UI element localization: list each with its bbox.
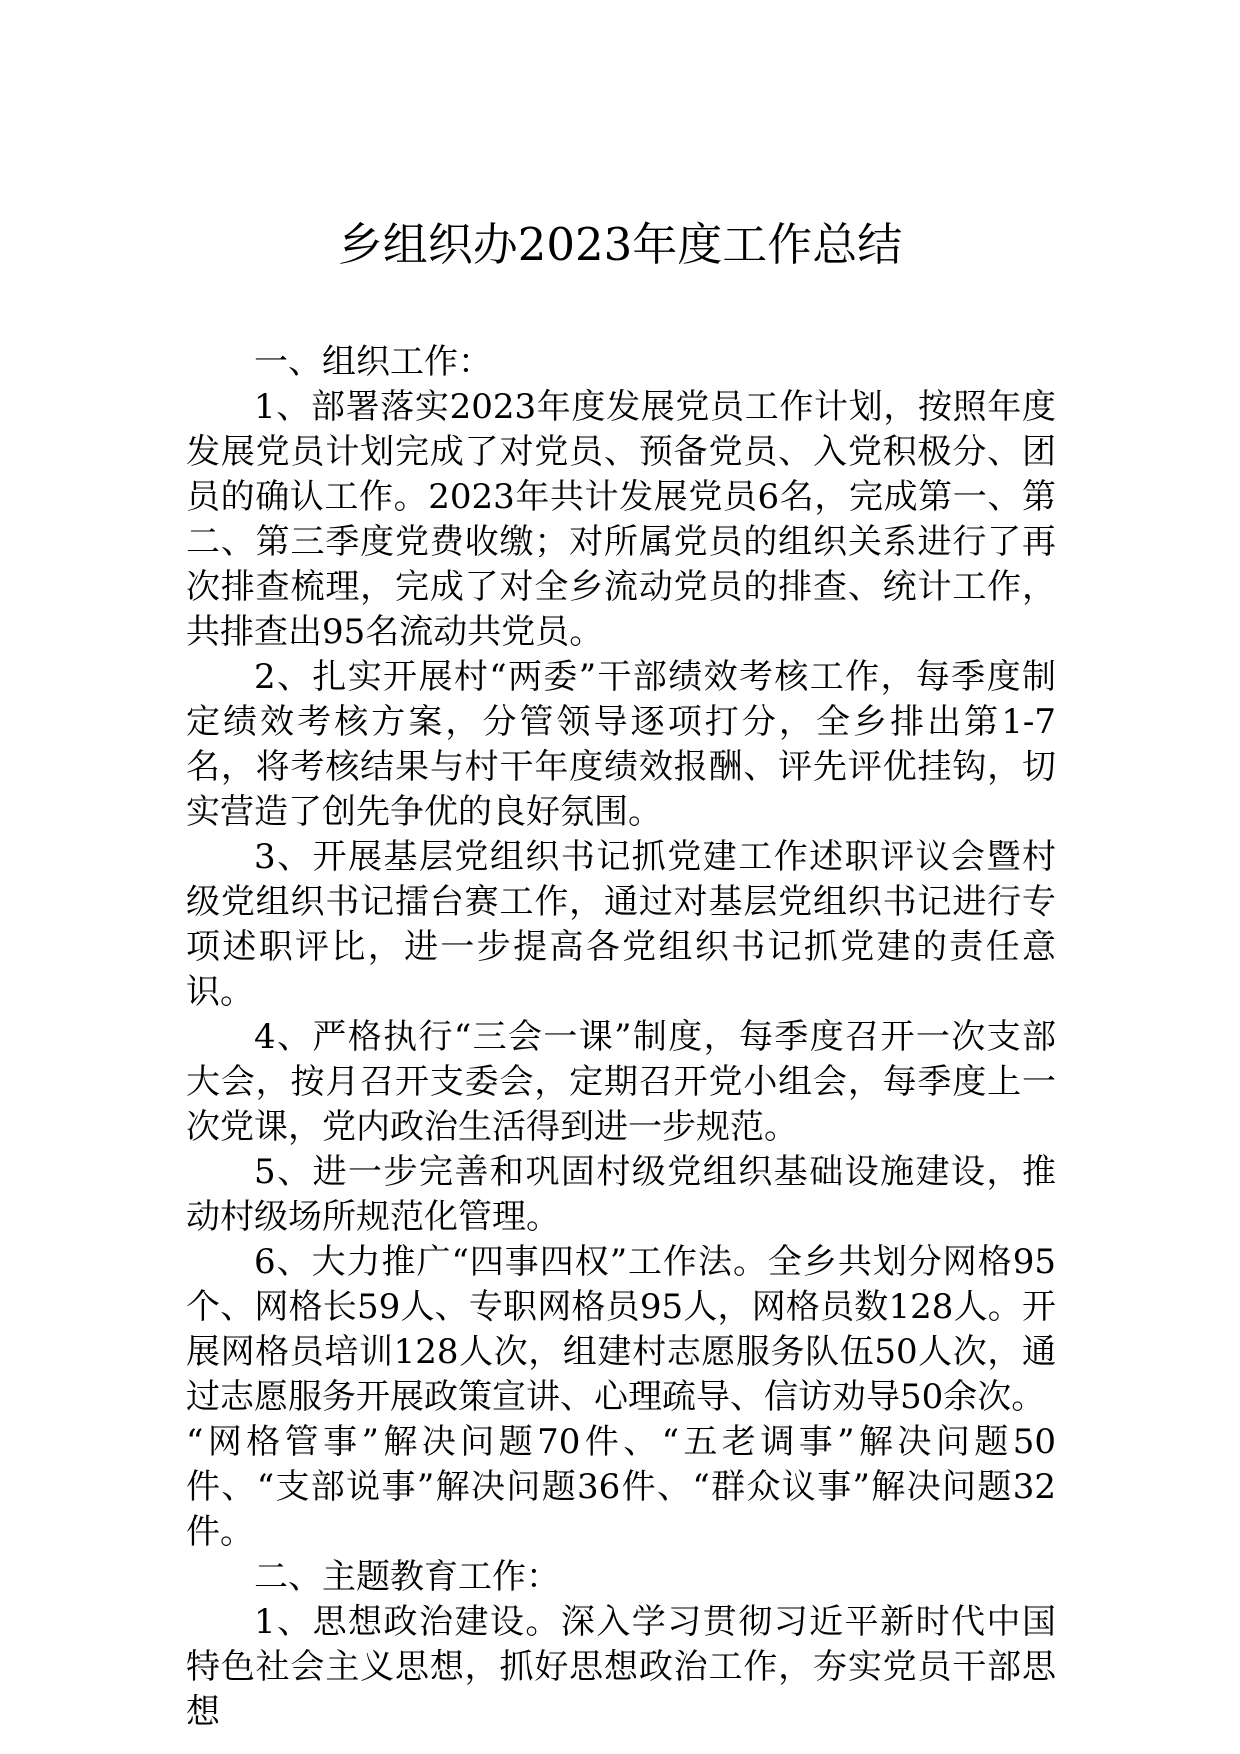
paragraph-theme-item-1: 1、思想政治建设。深入学习贯彻习近平新时代中国特色社会主义思想，抓好思想政治工作，夯实党员干部思想 bbox=[186, 1602, 1056, 1732]
paragraph-item-6: 6、大力推广“四事四权”工作法。全乡共划分网格95个、网格长59人、专职网格员95人，网格员数128人。开展网格员培训128人次，组建村志愿服务队伍50人次，通过志愿服务开展政策宣讲、心理疏导、信访劝导50余次。 bbox=[186, 1242, 1056, 1417]
paragraph-item-6-continued: “网格管事”解决问题70件、“五老调事”解决问题50件、“支部说事”解决问题36件、“群众议事”解决问题32件。 bbox=[186, 1422, 1056, 1552]
paragraph-item-2: 2、扎实开展村“两委”干部绩效考核工作，每季度制定绩效考核方案，分管领导逐项打分，全乡排出第1-7名，将考核结果与村干年度绩效报酬、评先评优挂钩，切实营造了创先争优的良好氛围。 bbox=[186, 657, 1056, 832]
paragraph-item-4: 4、严格执行“三会一课”制度，每季度召开一次支部大会，按月召开支委会，定期召开党小组会，每季度上一次党课，党内政治生活得到进一步规范。 bbox=[186, 1017, 1056, 1147]
paragraph-item-3: 3、开展基层党组织书记抓党建工作述职评议会暨村级党组织书记擂台赛工作，通过对基层党组织书记进行专项述职评比，进一步提高各党组织书记抓党建的责任意识。 bbox=[186, 837, 1056, 1012]
document-title: 乡组织办2023年度工作总结 bbox=[337, 218, 903, 271]
section-heading-organization: 一、组织工作： bbox=[254, 342, 492, 382]
paragraph-item-5: 5、进一步完善和巩固村级党组织基础设施建设，推动村级场所规范化管理。 bbox=[186, 1152, 1056, 1237]
section-heading-theme-education: 二、主题教育工作： bbox=[254, 1557, 560, 1597]
paragraph-item-1: 1、部署落实2023年度发展党员工作计划，按照年度发展党员计划完成了对党员、预备党员、入党积极分、团员的确认工作。2023年共计发展党员6名，完成第一、第二、第三季度党费收缴；对所属党员的组织关系进行了再次排查梳理，完成了对全乡流动党员的排查、统计工作，共排查出95名流动共党员。 bbox=[186, 387, 1056, 652]
document-body bbox=[186, 340, 1056, 1735]
